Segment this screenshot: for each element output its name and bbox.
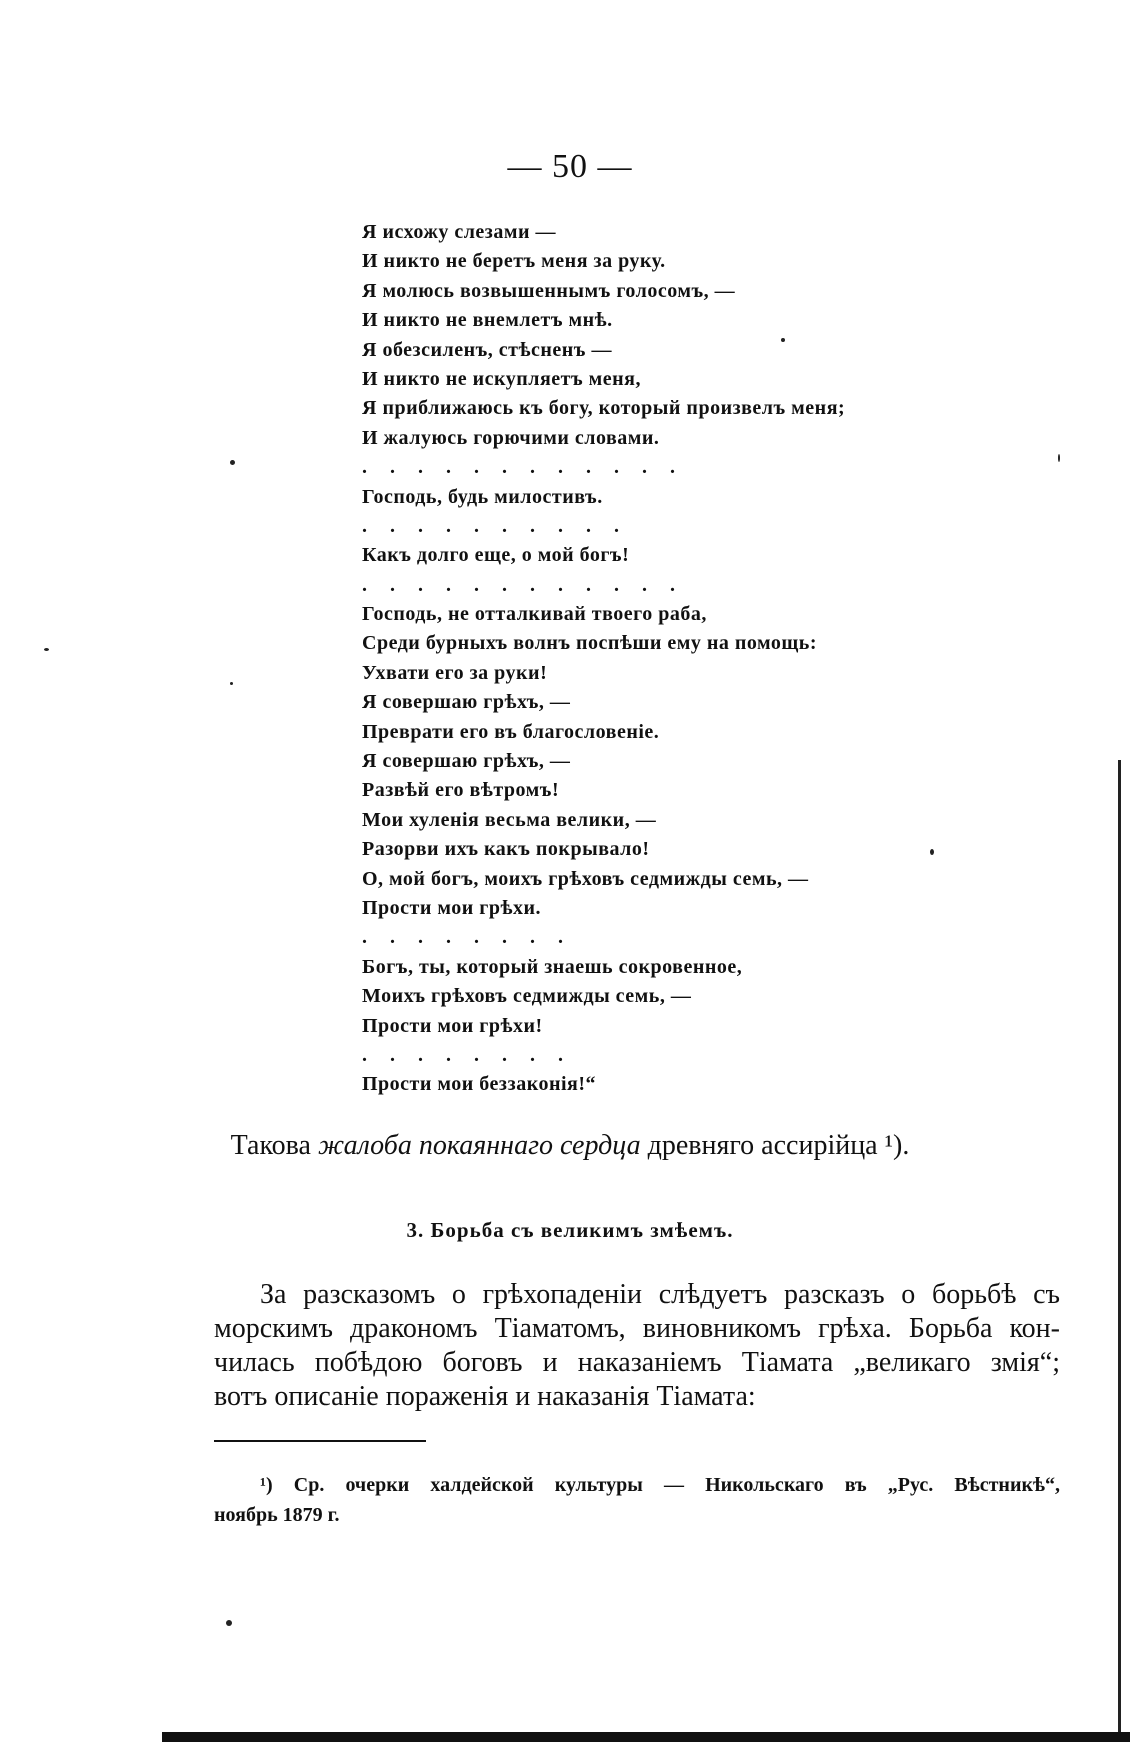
body-line: морскимъ дракономъ Тіаматомъ, виновникомъ грѣха. Борьба кон-: [214, 1313, 1060, 1344]
poem-line: Разорви ихъ какъ покрывало!: [362, 838, 650, 861]
scan-bottom-border: [162, 1732, 1130, 1742]
section-heading: 3. Борьба съ великимъ змѣемъ.: [406, 1218, 734, 1242]
poem-line: О, мой богъ, моихъ грѣховъ седмижды семь, —: [362, 867, 809, 890]
scan-speck: [930, 849, 934, 855]
page-number: — 50 —: [507, 148, 633, 185]
poem-block: [362, 218, 922, 1100]
ellipsis-row: . . . . . . . .: [362, 1043, 572, 1066]
ellipsis-row: . . . . . . . . . . . .: [362, 456, 684, 479]
body-line: вотъ описаніе пораженія и наказанія Тіамата:: [214, 1381, 756, 1412]
poem-line: Господь, будь милостивъ.: [362, 485, 603, 508]
poem-line: Прости мои беззаконія!“: [362, 1073, 597, 1096]
poem-line: Ухвати его за руки!: [362, 661, 548, 684]
poem-line: И никто не искупляетъ меня,: [362, 367, 641, 390]
footnote-line: ноябрь 1879 г.: [214, 1504, 340, 1526]
scan-edge-line: [1118, 760, 1121, 1740]
poem-line: Среди бурныхъ волнъ поспѣши ему на помощь:: [362, 632, 818, 655]
scan-speck: [44, 648, 49, 651]
scan-speck: [230, 460, 235, 465]
footnote-divider: [214, 1440, 426, 1442]
body-line: чилась побѣдою боговъ и наказаніемъ Тіамата „великаго змія“;: [214, 1347, 1060, 1378]
ellipsis-row: . . . . . . . .: [362, 926, 572, 949]
footnote-line: ¹) Ср. очерки халдейской культуры — Никольскаго въ „Рус. Вѣстникѣ“,: [260, 1474, 1060, 1496]
poem-line: Я исхожу слезами —: [362, 221, 556, 243]
scan-speck: [1058, 454, 1060, 462]
poem-line: Прости мои грѣхи.: [362, 896, 542, 919]
poem-line: Развѣй его вѣтромъ!: [362, 779, 560, 802]
summary-emphasis: жалоба покаяннаго сердца: [317, 1130, 641, 1161]
poem-line: И никто не внемлетъ мнѣ.: [362, 309, 613, 332]
poem-line: Я совершаю грѣхъ, —: [362, 750, 571, 773]
footnote: [214, 1470, 1060, 1530]
summary-sentence: [0, 1130, 1140, 1162]
poem-line: Я обезсиленъ, стѣсненъ —: [362, 338, 612, 361]
body-paragraph: [214, 1278, 1060, 1414]
poem-line: И никто не беретъ меня за руку.: [362, 250, 666, 273]
poem-line: Какъ долго еще, о мой богъ!: [362, 544, 630, 567]
poem-line: Господь, не отталкивай твоего раба,: [362, 603, 707, 626]
poem-line: Моихъ грѣховъ седмижды семь, —: [362, 985, 692, 1008]
scan-speck: [781, 338, 785, 342]
ellipsis-row: . . . . . . . . . . . .: [362, 573, 684, 596]
ellipsis-row: . . . . . . . . . .: [362, 514, 628, 537]
poem-line: Богъ, ты, который знаешь сокровенное,: [362, 955, 743, 978]
scan-speck: [230, 682, 233, 685]
poem-line: И жалуюсь горючими словами.: [362, 426, 660, 449]
scan-speck: [226, 1620, 232, 1626]
poem-line: Преврати его въ благословеніе.: [362, 720, 660, 743]
poem-line: Я совершаю грѣхъ, —: [362, 691, 571, 714]
body-line: За разсказомъ о грѣхопаденіи слѣдуетъ разсказъ о борьбѣ съ: [260, 1279, 1060, 1310]
poem-line: Мои хуленія весьма велики, —: [362, 808, 657, 831]
summary-after: древняго ассирійца ¹).: [640, 1130, 910, 1161]
poem-line: Я молюсь возвышеннымъ голосомъ, —: [362, 279, 736, 302]
poem-line: Прости мои грѣхи!: [362, 1014, 543, 1037]
poem-line: Я приближаюсь къ богу, который произвелъ меня;: [362, 397, 846, 420]
summary-before: Такова: [230, 1130, 318, 1161]
